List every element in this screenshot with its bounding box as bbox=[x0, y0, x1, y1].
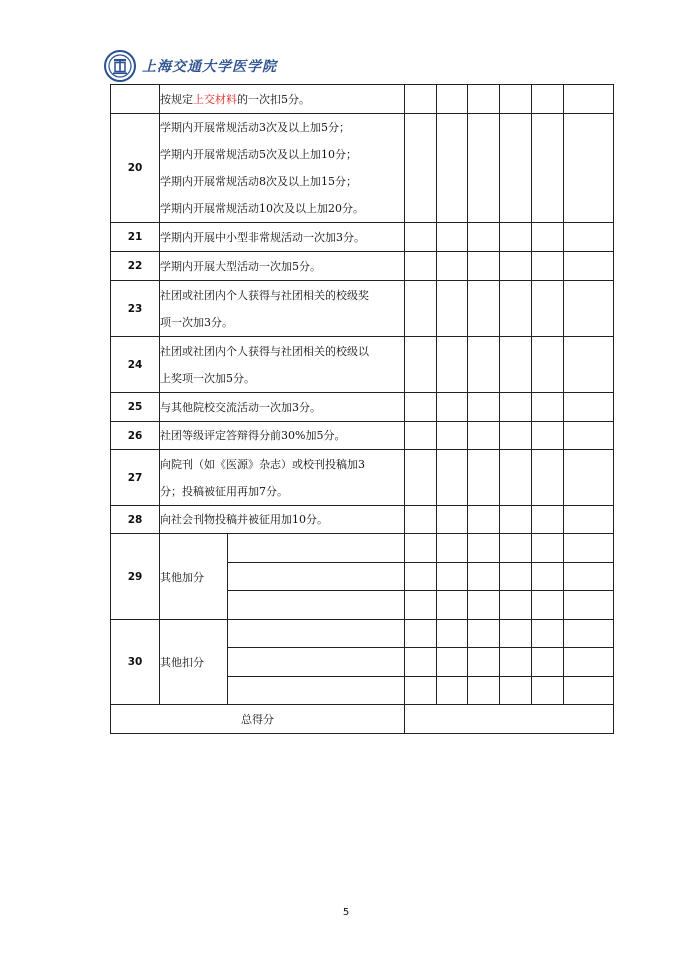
row-number: 22 bbox=[111, 252, 160, 281]
row-number: 21 bbox=[111, 223, 160, 252]
rule-cell: 学期内开展中小型非常规活动一次加3分。 bbox=[160, 223, 405, 252]
row-number: 20 bbox=[111, 114, 160, 223]
row-number: 27 bbox=[111, 450, 160, 506]
score-cell bbox=[500, 85, 532, 114]
score-cell bbox=[532, 85, 564, 114]
table-row bbox=[111, 85, 614, 114]
table-row bbox=[111, 534, 614, 563]
total-label: 总得分 bbox=[111, 705, 405, 734]
table-row bbox=[111, 506, 614, 534]
table-row bbox=[111, 393, 614, 422]
rule-cell: 学期内开展大型活动一次加5分。 bbox=[160, 252, 405, 281]
row-number: 25 bbox=[111, 393, 160, 422]
row-number: 23 bbox=[111, 281, 160, 337]
rule-cell: 社团或社团内个人获得与社团相关的校级奖 项一次加3分。 bbox=[160, 281, 405, 337]
row-number: 26 bbox=[111, 422, 160, 450]
rule-cell: 按规定上交材料的一次扣5分。 bbox=[160, 85, 405, 114]
score-cell bbox=[437, 85, 468, 114]
score-cell bbox=[564, 85, 614, 114]
row-number: 30 bbox=[111, 620, 160, 705]
rule-cell: 社团或社团内个人获得与社团相关的校级以 上奖项一次加5分。 bbox=[160, 337, 405, 393]
table-row bbox=[111, 281, 614, 337]
score-table bbox=[110, 84, 614, 734]
other-add-label: 其他加分 bbox=[160, 534, 228, 620]
score-cell bbox=[405, 85, 437, 114]
rule-cell: 与其他院校交流活动一次加3分。 bbox=[160, 393, 405, 422]
table-row bbox=[111, 620, 614, 648]
other-deduct-label: 其他扣分 bbox=[160, 620, 228, 705]
school-name: 上海交通大学医学院 bbox=[142, 59, 277, 75]
rule-cell: 社团等级评定答辩得分前30%加5分。 bbox=[160, 422, 405, 450]
total-score-cell bbox=[405, 705, 614, 734]
table-row bbox=[111, 450, 614, 506]
row-number: 29 bbox=[111, 534, 160, 620]
table-row bbox=[111, 223, 614, 252]
rule-cell: 学期内开展常规活动3次及以上加5分； 学期内开展常规活动5次及以上加10分； 学期内开展常规活动8次及以上加15分； 学期内开展常规活动10次及以上加20分。 bbox=[160, 114, 405, 223]
page-number: 5 bbox=[342, 907, 350, 918]
university-seal-icon bbox=[104, 50, 136, 82]
table-row bbox=[111, 252, 614, 281]
rule-cell: 向社会刊物投稿并被征用加10分。 bbox=[160, 506, 405, 534]
page-header bbox=[104, 48, 277, 84]
row-number bbox=[111, 85, 160, 114]
score-cell bbox=[468, 85, 500, 114]
highlight-text: 上交材料 bbox=[193, 92, 237, 106]
row-number: 24 bbox=[111, 337, 160, 393]
total-row bbox=[111, 705, 614, 734]
table-row bbox=[111, 337, 614, 393]
rule-cell: 向院刊（如《医源》杂志）或校刊投稿加3 分；投稿被征用再加7分。 bbox=[160, 450, 405, 506]
table-row bbox=[111, 114, 614, 223]
row-number: 28 bbox=[111, 506, 160, 534]
table-row bbox=[111, 422, 614, 450]
